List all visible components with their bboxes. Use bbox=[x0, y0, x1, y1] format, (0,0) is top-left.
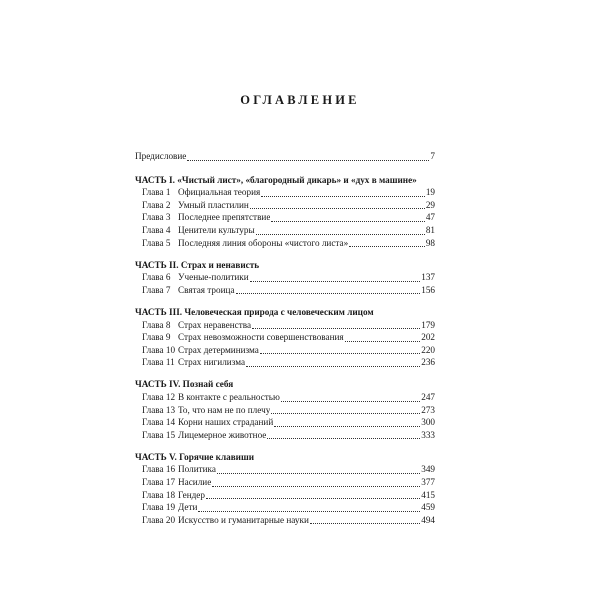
chapter-page: 300 bbox=[421, 417, 435, 428]
chapter-title: Последняя линия обороны «чистого листа» bbox=[178, 237, 349, 248]
chapter-title: Официальная теория bbox=[178, 187, 261, 198]
leader-dots bbox=[206, 497, 420, 499]
leader-dots bbox=[260, 352, 420, 354]
leader-dots bbox=[198, 510, 420, 512]
toc-entry-chapter[interactable] bbox=[135, 271, 435, 284]
leader-dots bbox=[271, 412, 420, 414]
chapter-number: Глава 7 bbox=[142, 284, 171, 295]
part-heading[interactable] bbox=[135, 451, 435, 464]
chapter-page: 98 bbox=[425, 237, 435, 248]
chapter-number: Глава 2 bbox=[142, 199, 171, 210]
toc-entry-chapter[interactable] bbox=[135, 429, 435, 442]
parts-list bbox=[135, 174, 435, 527]
toc-entry-chapter[interactable] bbox=[135, 514, 435, 527]
chapter-title: Ценители культуры bbox=[178, 224, 255, 235]
leader-dots bbox=[345, 340, 421, 342]
toc-entry-chapter[interactable] bbox=[135, 211, 435, 224]
chapter-title: Насилие bbox=[178, 477, 212, 488]
chapter-title: В контакте с реальностью bbox=[178, 392, 280, 402]
part-heading[interactable] bbox=[135, 174, 435, 187]
chapter-number: Глава 1 bbox=[142, 187, 171, 198]
chapter-number: Глава 13 bbox=[142, 404, 176, 415]
chapter-number: Глава 4 bbox=[142, 224, 171, 235]
part-heading[interactable] bbox=[135, 378, 435, 391]
entry-title: Предисловие bbox=[135, 151, 187, 161]
chapter-title: Умный пластилин bbox=[178, 199, 249, 210]
chapter-number: Глава 10 bbox=[142, 344, 176, 355]
part-number: ЧАСТЬ II. bbox=[135, 259, 179, 270]
leader-dots bbox=[236, 292, 421, 294]
chapter-number: Глава 20 bbox=[142, 514, 176, 525]
chapter-title: Страх неравенства bbox=[178, 319, 252, 330]
part-number: ЧАСТЬ I. bbox=[135, 174, 175, 185]
leader-dots bbox=[250, 280, 421, 282]
toc-entry-chapter[interactable] bbox=[135, 284, 435, 297]
leader-dots bbox=[256, 233, 425, 235]
chapter-title: Последнее препятствие bbox=[178, 212, 271, 223]
part-heading[interactable] bbox=[135, 259, 435, 272]
chapter-page: 137 bbox=[421, 272, 435, 283]
chapter-page: 333 bbox=[421, 429, 435, 440]
part-title: Человеческая природа с человеческим лицом bbox=[184, 306, 374, 317]
leader-dots bbox=[217, 472, 420, 474]
part-title: Горячие клавиши bbox=[179, 451, 255, 462]
toc-entry-chapter[interactable] bbox=[135, 463, 435, 476]
leader-dots bbox=[187, 159, 429, 161]
leader-dots bbox=[246, 365, 420, 367]
toc-entry-chapter[interactable] bbox=[135, 404, 435, 417]
chapter-page: 156 bbox=[421, 284, 435, 295]
chapter-number: Глава 18 bbox=[142, 489, 176, 500]
chapter-page: 179 bbox=[421, 319, 435, 330]
part-title: «Чистый лист», «благородный дикарь» и «дух в машине» bbox=[177, 174, 417, 185]
toc-entry-chapter[interactable] bbox=[135, 186, 435, 199]
chapter-number: Глава 19 bbox=[142, 502, 176, 513]
leader-dots bbox=[310, 522, 420, 524]
toc-entry-chapter[interactable] bbox=[135, 331, 435, 344]
chapter-number: Глава 12 bbox=[142, 392, 176, 402]
toc-entry-chapter[interactable] bbox=[135, 344, 435, 357]
chapter-page: 236 bbox=[421, 357, 435, 368]
leader-dots bbox=[274, 425, 420, 427]
chapter-page: 29 bbox=[425, 199, 435, 210]
leader-dots bbox=[250, 207, 425, 209]
chapter-page: 202 bbox=[421, 332, 435, 343]
toc-entry-chapter[interactable] bbox=[135, 391, 435, 404]
part-number: ЧАСТЬ V. bbox=[135, 451, 177, 462]
page-title: ОГЛАВЛЕНИЕ bbox=[240, 93, 360, 107]
chapter-title: Страх невозможности совершенствования bbox=[178, 332, 344, 343]
chapter-number: Глава 9 bbox=[142, 332, 171, 343]
chapter-number: Глава 8 bbox=[142, 319, 171, 330]
chapter-title: Святая троица bbox=[178, 284, 235, 295]
chapter-title: Страх детерминизма bbox=[178, 344, 259, 355]
chapter-number: Глава 16 bbox=[142, 464, 176, 475]
toc-entry-chapter[interactable] bbox=[135, 356, 435, 369]
toc-entry-chapter[interactable] bbox=[135, 416, 435, 429]
chapter-page: 273 bbox=[421, 404, 435, 415]
toc-entry-preface[interactable] bbox=[135, 150, 435, 163]
leader-dots bbox=[261, 195, 425, 197]
chapter-title: Гендер bbox=[178, 489, 205, 500]
toc-entry-chapter[interactable] bbox=[135, 199, 435, 212]
chapter-page: 415 bbox=[421, 489, 435, 500]
chapter-number: Глава 17 bbox=[142, 477, 176, 488]
chapter-title: Лицемерное животное bbox=[178, 429, 267, 440]
chapter-page: 377 bbox=[421, 477, 435, 488]
chapter-title: Ученые-политики bbox=[178, 272, 249, 283]
chapter-page: 459 bbox=[421, 502, 435, 513]
toc-entry-chapter[interactable] bbox=[135, 476, 435, 489]
chapter-title: Дети bbox=[178, 502, 198, 513]
chapter-title: Страх нигилизма bbox=[178, 357, 246, 368]
chapter-page: 494 bbox=[421, 514, 435, 525]
toc-entry-chapter[interactable] bbox=[135, 237, 435, 250]
chapter-page: 19 bbox=[425, 187, 435, 198]
part-number: ЧАСТЬ IV. bbox=[135, 379, 181, 390]
chapter-title: Искусство и гуманитарные науки bbox=[178, 514, 309, 525]
part-title: Страх и ненависть bbox=[180, 259, 260, 270]
toc-entry-chapter[interactable] bbox=[135, 319, 435, 332]
chapter-page: 47 bbox=[425, 212, 435, 223]
chapter-title: То, что нам не по плечу bbox=[178, 404, 271, 415]
leader-dots bbox=[349, 245, 425, 247]
chapter-number: Глава 5 bbox=[142, 237, 171, 248]
chapter-number: Глава 6 bbox=[142, 272, 171, 283]
leader-dots bbox=[267, 437, 420, 439]
toc-entry-chapter[interactable] bbox=[135, 224, 435, 237]
chapter-number: Глава 3 bbox=[142, 212, 171, 223]
part-title: Познай себя bbox=[182, 379, 234, 390]
leader-dots bbox=[281, 400, 420, 402]
chapter-number: Глава 11 bbox=[142, 357, 175, 368]
table-of-contents bbox=[135, 150, 435, 526]
leader-dots bbox=[271, 220, 424, 222]
chapter-number: Глава 14 bbox=[142, 417, 176, 428]
chapter-title: Корни наших страданий bbox=[178, 417, 274, 428]
chapter-number: Глава 15 bbox=[142, 429, 176, 440]
leader-dots bbox=[212, 485, 420, 487]
leader-dots bbox=[252, 327, 420, 329]
toc-entry-chapter[interactable] bbox=[135, 489, 435, 502]
toc-entry-chapter[interactable] bbox=[135, 501, 435, 514]
chapter-page: 349 bbox=[421, 464, 435, 475]
chapter-title: Политика bbox=[178, 464, 216, 475]
part-heading[interactable] bbox=[135, 306, 435, 319]
part-number: ЧАСТЬ III. bbox=[135, 306, 183, 317]
chapter-page: 220 bbox=[421, 344, 435, 355]
chapter-page: 81 bbox=[425, 224, 435, 235]
chapter-page: 247 bbox=[421, 392, 435, 402]
entry-page: 7 bbox=[430, 151, 435, 161]
